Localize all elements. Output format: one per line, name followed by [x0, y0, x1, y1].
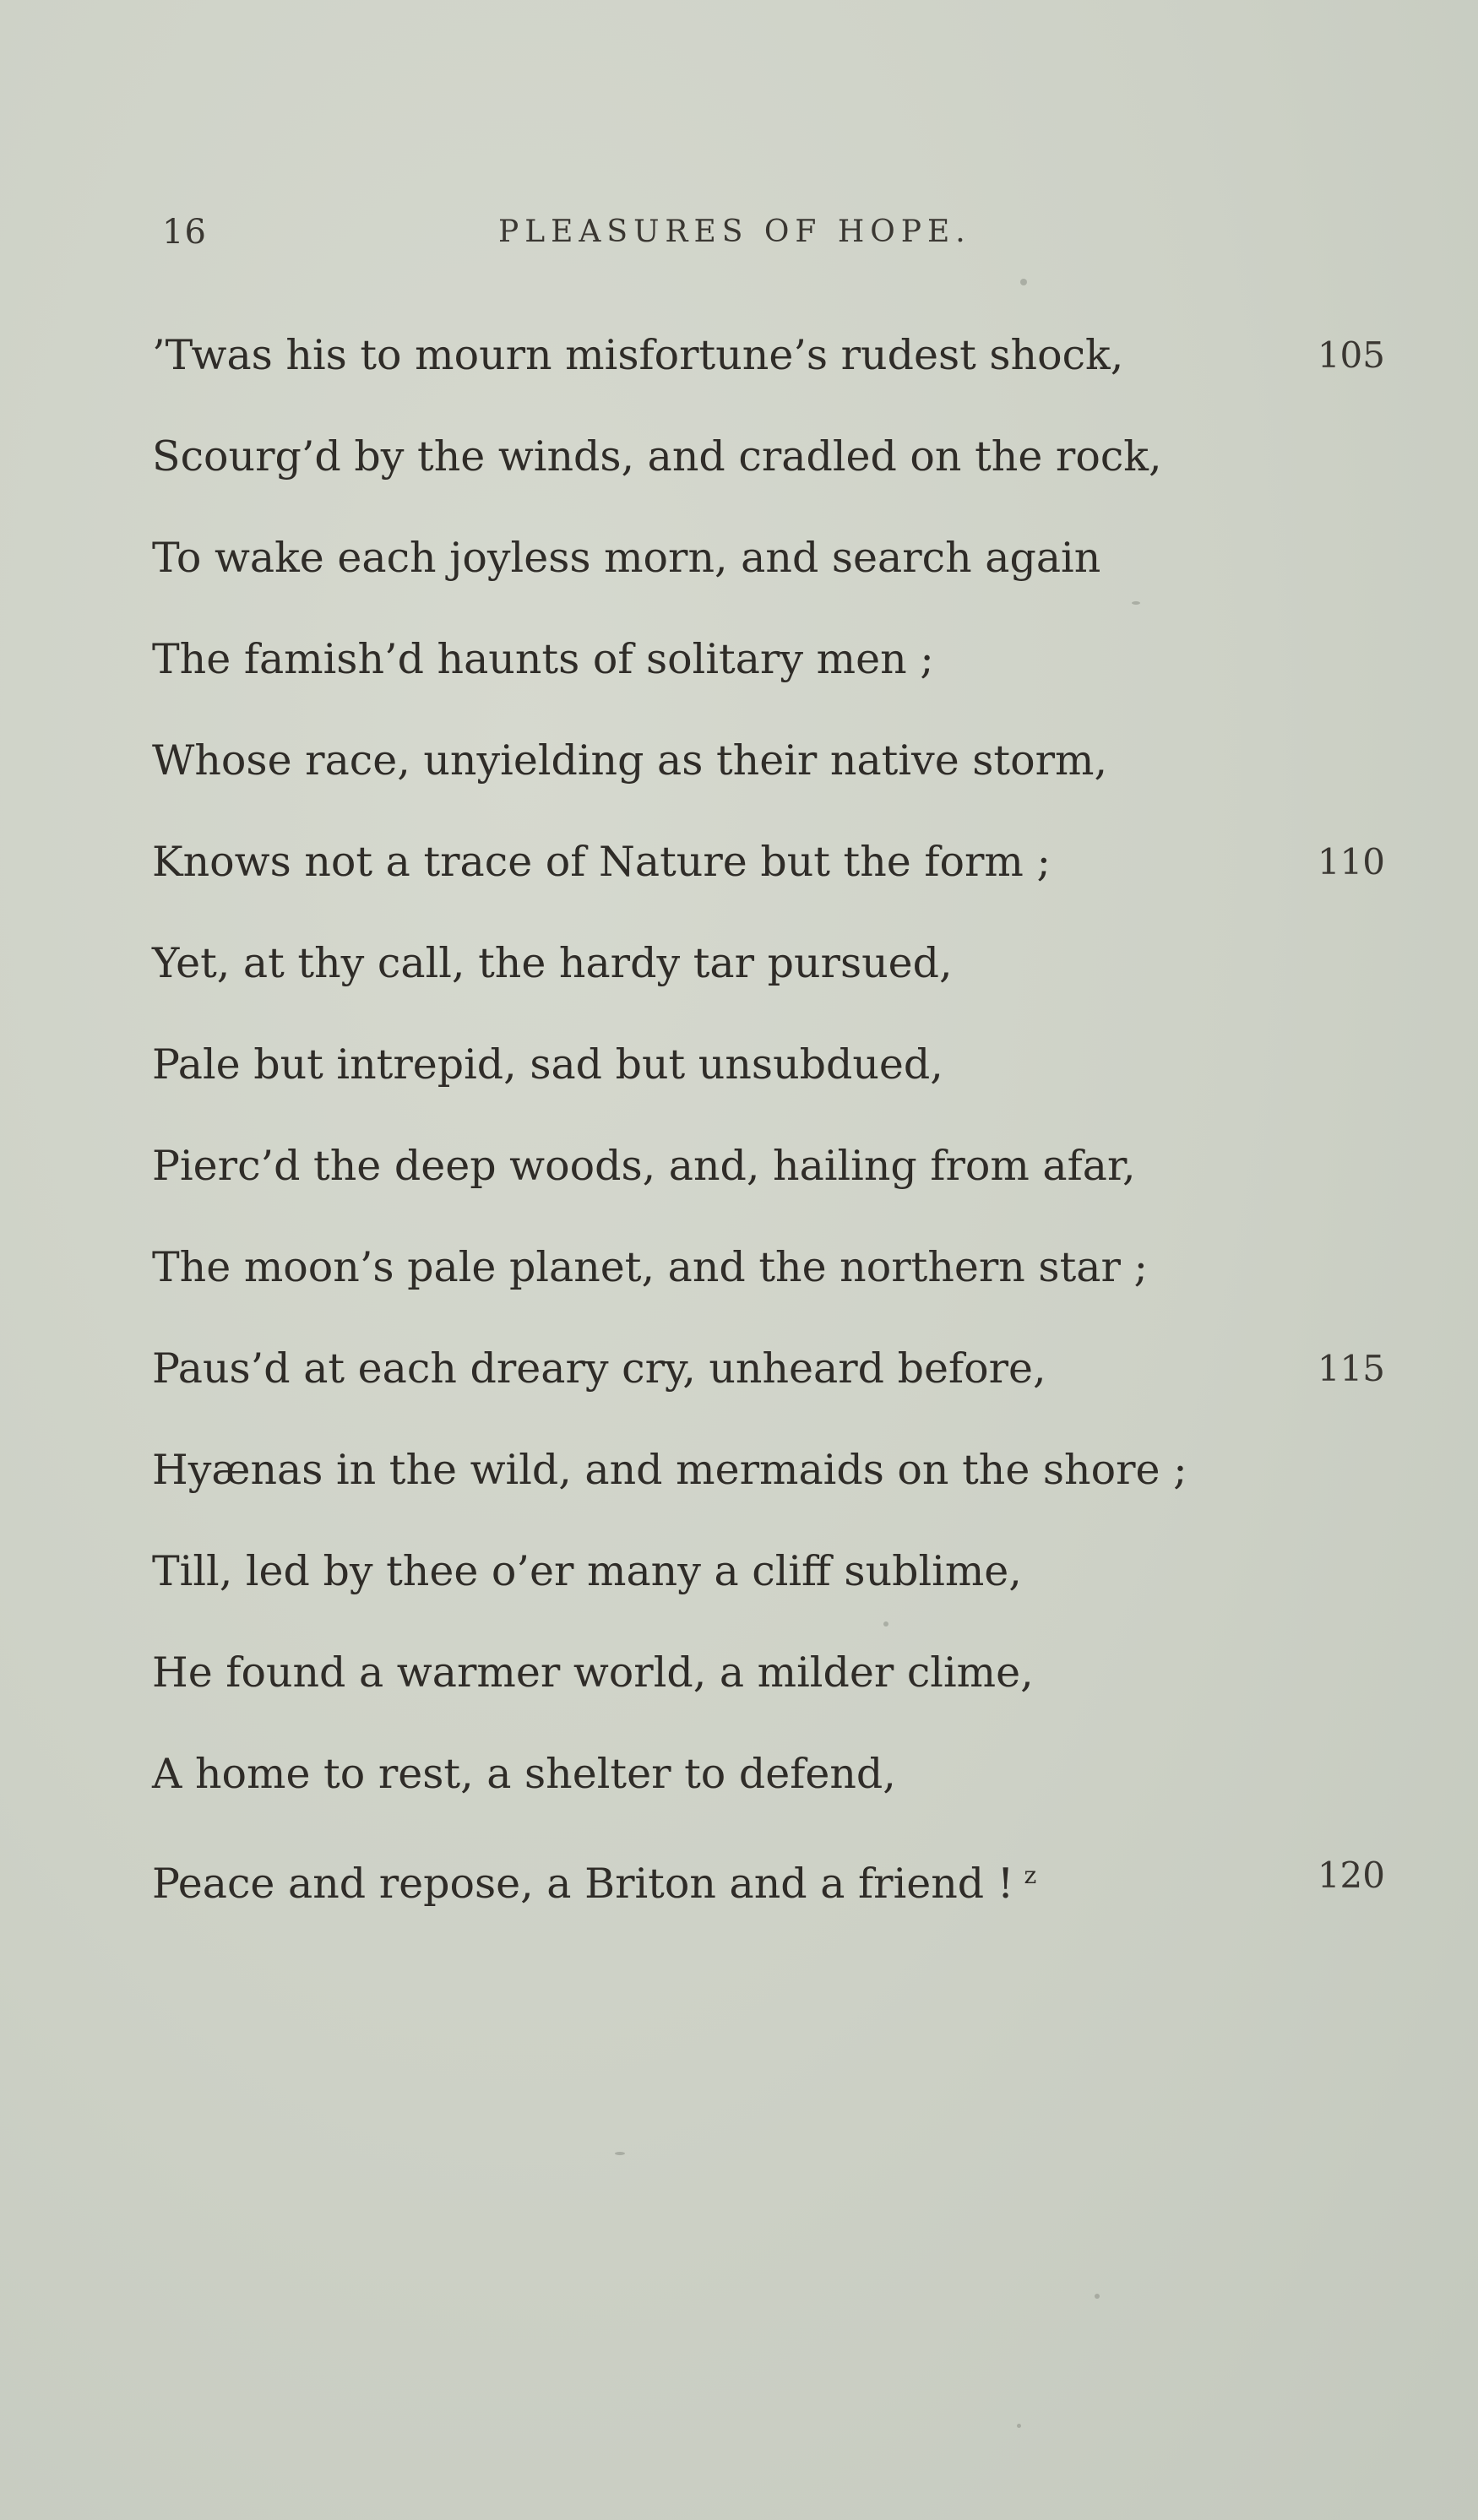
verse-line: [152, 1441, 1410, 1542]
verse-line: [152, 1542, 1410, 1643]
paper-speck: [615, 2152, 625, 2155]
line-number: 120: [1317, 1855, 1385, 1896]
verse-text: Pierc’d the deep woods, and, hailing from afar,: [152, 1142, 1136, 1190]
verse-line: [152, 427, 1410, 529]
footnote-marker: z: [1024, 1861, 1037, 1889]
verse-text: ’Twas his to mourn misfortune’s rudest shock,: [152, 331, 1124, 379]
verse-line: [152, 1846, 1410, 1947]
verse-line: [152, 934, 1410, 1035]
running-title: PLEASURES OF HOPE.: [498, 215, 971, 249]
verse-line: [152, 1035, 1410, 1137]
verse-line: [152, 1137, 1410, 1238]
verse-line: [152, 833, 1410, 934]
verse-line: [152, 731, 1410, 833]
verse-text: The moon’s pale planet, and the northern star ;: [152, 1243, 1148, 1291]
verse-text: Peace and repose, a Briton and a friend !: [152, 1860, 1014, 1909]
line-number: 105: [1317, 334, 1385, 376]
verse-text: A home to rest, a shelter to defend,: [152, 1750, 896, 1798]
verse-line: [152, 1238, 1410, 1339]
verse-line: [152, 529, 1410, 630]
verse-text: Whose race, unyielding as their native storm,: [152, 736, 1108, 785]
verse-text: He found a warmer world, a milder clime,: [152, 1648, 1034, 1697]
verse-line: [152, 326, 1410, 427]
paper-speck: [1017, 2424, 1021, 2428]
verse-text: Pale but intrepid, sad but unsubdued,: [152, 1040, 943, 1089]
page-number: 16: [162, 213, 207, 252]
paper-speck: [883, 1621, 888, 1627]
verse-line: [152, 1339, 1410, 1441]
line-number: 110: [1317, 841, 1385, 883]
verse-line: [152, 1643, 1410, 1745]
poem-stanza: [152, 326, 1410, 1947]
verse-line: [152, 1745, 1410, 1846]
verse-text: Hyænas in the wild, and mermaids on the shore ;: [152, 1446, 1187, 1494]
verse-line: [152, 630, 1410, 731]
verse-text: Yet, at thy call, the hardy tar pursued,: [152, 939, 953, 987]
verse-text: To wake each joyless morn, and search again: [152, 534, 1101, 582]
verse-text: Paus’d at each dreary cry, unheard before,: [152, 1344, 1046, 1393]
verse-text: Scourg’d by the winds, and cradled on the rock,: [152, 432, 1162, 481]
paper-speck: [1020, 279, 1027, 285]
line-number: 115: [1317, 1348, 1385, 1389]
paper-speck: [1095, 2294, 1100, 2299]
verse-text: The famish’d haunts of solitary men ;: [152, 635, 934, 683]
verse-text: Till, led by thee o’er many a cliff sublime,: [152, 1547, 1022, 1595]
verse-text: Knows not a trace of Nature but the form ;: [152, 838, 1051, 886]
paper-speck: [1132, 601, 1140, 605]
